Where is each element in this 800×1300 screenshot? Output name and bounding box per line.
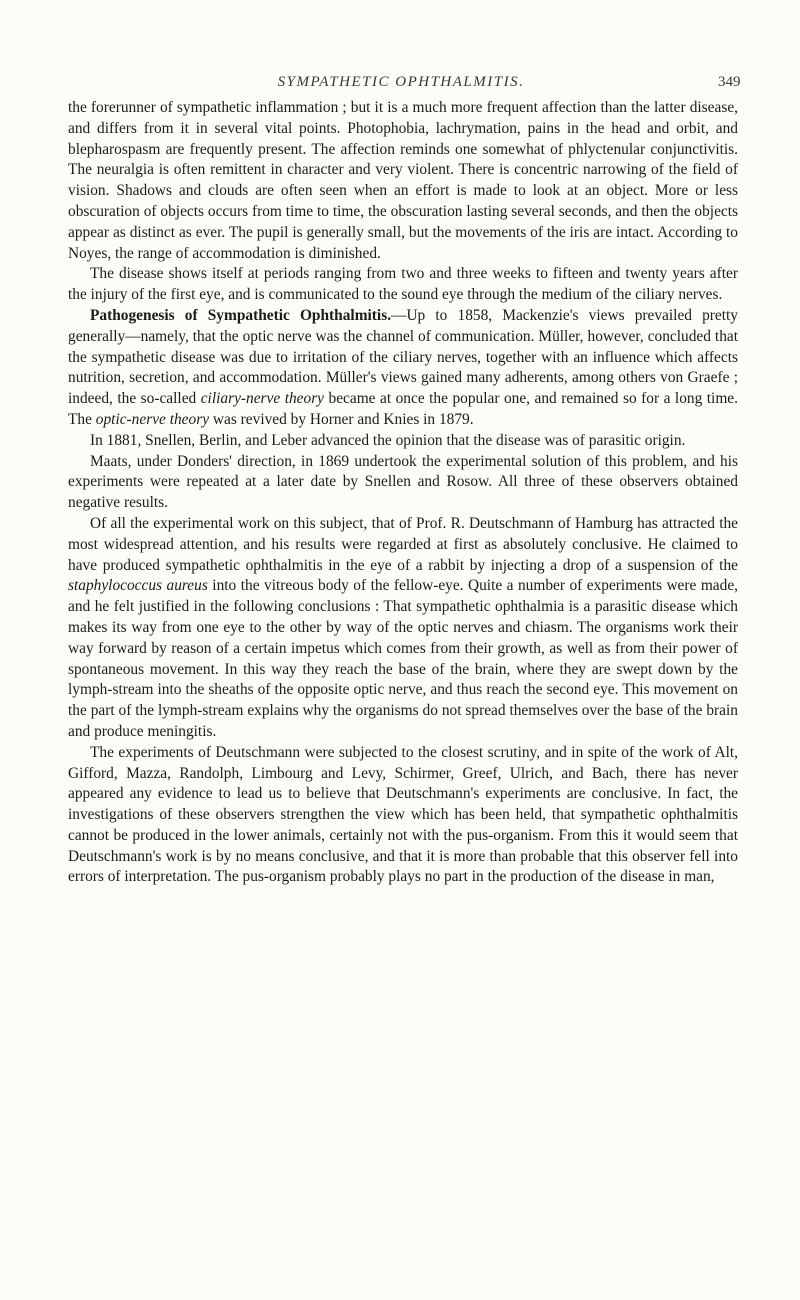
paragraph-7: The experiments of Deutschmann were subjected to the closest scrutiny, and in spite of the work of Alt, Gifford, Mazza, Randolph, Limbourg and Levy, Schirmer, Greef, Ulrich, and Bach, there has never appeared any evidence to lead us to believe that Deutschmann's experiments are conclusive. In fact, the investigations of these observers strengthen the view which has been held, that sympathetic ophthalmitis cannot be produced in the lower animals, certainly not with the pus-organism. From this it would seem that Deutschmann's work is by no means conclusive, and that it is more than probable that this observer fell into errors of interpretation. The pus-organism probably plays no part in the production of the disease in man,	[68, 743, 738, 886]
text-run: Of all the experimental work on this subject, that of Prof. R. Deutschmann of Hamburg has attracted the most widespread attention, and his results were regarded at first as absolutely conclusive. He claimed to have produced sympathetic ophthalmitis in the eye of a rabbit by injecting a drop of a suspension of the	[68, 514, 738, 574]
page-number: 349	[718, 74, 741, 90]
paragraph-2: The disease shows itself at periods ranging from two and three weeks to fifteen and twenty years after the injury of the first eye, and is communicated to the sound eye through the medium of the ciliary nerves.	[68, 265, 738, 304]
body-text	[68, 98, 738, 888]
text-run: became at once the popular one, and remained so for a long time. The	[68, 390, 738, 428]
paragraph-5: Maats, under Donders' direction, in 1869 undertook the experimental solution of this problem, and his experiments were repeated at a later date by Snellen and Rosow. All three of these observers obtained negative results.	[68, 452, 738, 512]
italic-term: ciliary-nerve theory	[200, 390, 325, 408]
italic-term: optic-nerve theory	[95, 410, 210, 428]
paragraph-3	[68, 306, 738, 431]
paragraph-4: In 1881, Snellen, Berlin, and Leber advanced the opinion that the disease was of parasitic origin.	[90, 431, 686, 449]
italic-term: staphylococcus aureus	[68, 577, 208, 595]
text-run: —Up to 1858, Mackenzie's views prevailed pretty generally—namely, that the optic nerve was the channel of communication. Müller, however, concluded that the sympathetic disease was due to irritation of the ciliary nerves, together with an influence which affects nutrition, secretion, and accommodation. Müller's views gained many adherents, among others von Graefe ; indeed, the so-called	[68, 306, 739, 408]
paragraph-6	[68, 514, 738, 743]
text-run: into the vitreous body of the fellow-eye. Quite a number of experiments were made, and he felt justified in the following conclusions : That sympathetic ophthalmia is a parasitic disease which makes its way from one eye to the other by way of the optic nerves and chiasm. The organisms work their way forward by reason of a certain impetus which comes from their growth, as well as from their power of spontaneous movement. In this way they reach the base of the brain, where they are swept down by the lymph-stream into the sheaths of the opposite optic nerve, and thus reach the second eye. This movement on the part of the lymph-stream explains why the organisms do not spread themselves over the base of the brain and produce meningitis.	[68, 577, 738, 740]
section-heading: Pathogenesis of Sympathetic Ophthalmitis.	[90, 306, 392, 324]
text-run: was revived by Horner and Knies in 1879.	[209, 410, 474, 428]
running-head: SYMPATHETIC OPHTHALMITIS.	[277, 74, 525, 90]
paragraph-1: the forerunner of sympathetic inflammation ; but it is a much more frequent affection than the latter disease, and differs from it in several vital points. Photophobia, lachrymation, pains in the head and orbit, and blepharospasm are frequently present. The affection reminds one somewhat of phlyctenular conjunctivitis. The neuralgia is often remittent in character and very violent. There is concentric narrowing of the field of vision. Shadows and clouds are often seen when an effort is made to look at an object. More or less obscuration of objects occurs from time to time, the obscuration lasting several seconds, and then the objects appear as distinct as ever. The pupil is generally small, but the movements of the iris are intact. According to Noyes, the range of accommodation is diminished.	[68, 99, 738, 262]
